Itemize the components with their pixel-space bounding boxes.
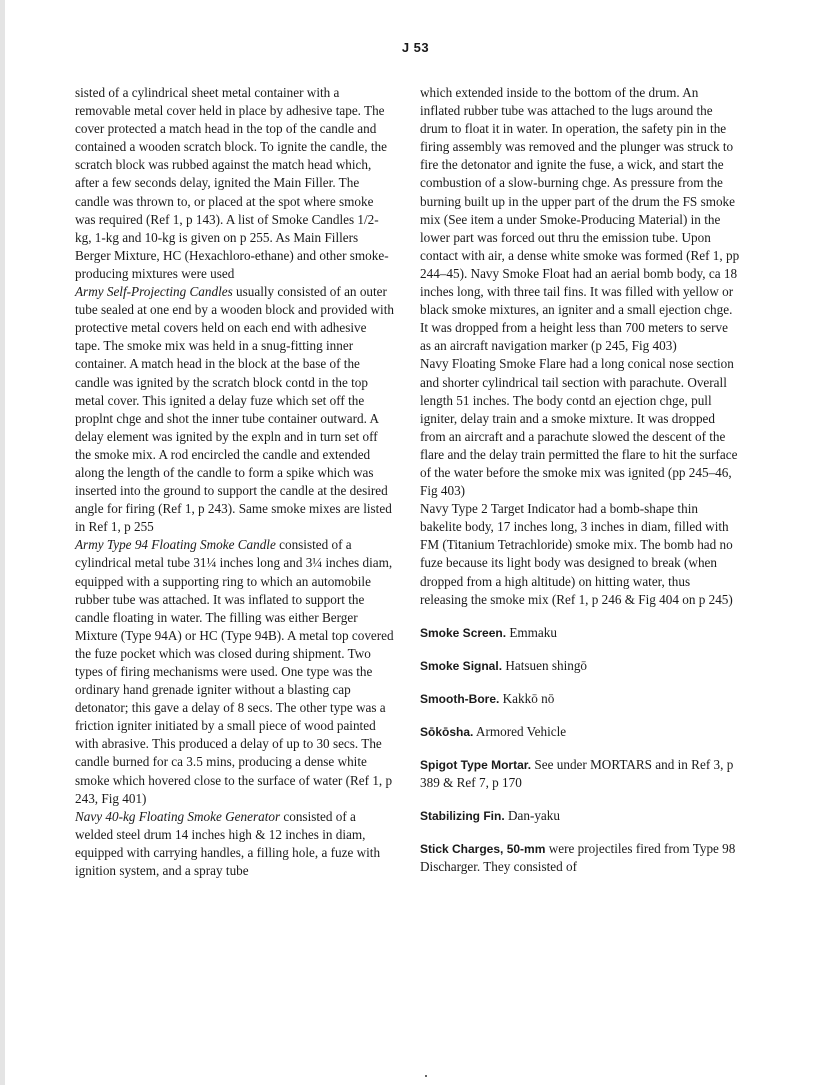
right-column [420,84,740,877]
entry-heading: Army Self-Projecting Candles [75,284,233,300]
entry-term: Smoke Screen. [420,625,507,640]
entry-term: Spigot Type Mortar. [420,758,532,773]
spacer [420,825,740,840]
entry-term: Sōkōsha. [420,725,474,739]
paragraph: Navy Floating Smoke Flare had a long conical nose section and shorter cylindrical tail section with parachute. Overall length 51 inches. The body contd an ejection chge, pull igniter, delay train and a smoke mixture. It was dropped from an aircraft and a parachute slowed the descent of the flare and the delay train permitted the flare to hit the surface of the water before the smoke mix was ignited (pp 245–46, Fig 403) [420,356,738,499]
glossary-entry [420,690,740,708]
spacer [420,642,740,657]
entry-definition: Kakkō nō [499,690,555,706]
paragraph: Navy Type 2 Target Indicator had a bomb-shape thin bakelite body, 17 inches long, 3 inches in diam, filled with FM (Titanium Tetrachloride) smoke mix. The bomb had no fuze because its light body was designed to break (when dropped from a high altitude) on hitting water, thus releasing the smoke mix (Ref 1, p 246 & Fig 404 on p 245) [420,501,733,607]
entry-body: consisted of a welded steel drum 14 inches high & 12 inches in diam, equipped with carrying handles, a filling hole, a fuze with ignition system, and a spray tube [75,808,381,879]
entry-heading: Army Type 94 Floating Smoke Candle [75,537,276,553]
glossary-entry [420,723,740,741]
glossary-entry [420,756,740,792]
entry-definition: See under MORTARS and in Ref 3, p 389 & Ref 7, p 170 [420,757,734,791]
spacer [420,792,740,807]
entry-definition: Armored Vehicle [473,724,567,739]
spacer [420,675,740,690]
entry-term: Stick Charges, 50-mm [420,842,546,857]
entry-definition: Dan-yaku [504,808,560,824]
entry-body: consisted of a cylindrical metal tube 31¼ inches long and 3¼ inches diam, equipped with a supporting ring to which an automobile rubber tube was attached. It was inflated to support the candle floating in water. The filling was either Berger Mixture (Type 94A) or HC (Type 94B). A metal top covered the fuze pocket which was closed during shipment. Two types of firing mechanisms were used. One type was the ordinary hand grenade igniter without a blasting cap detonator; this gave a delay of 8 secs. The other type was a friction igniter initiated by a small piece of wood painted with abrasive. This produced a delay of up to 30 secs. The candle burned for ca 3.5 mins, producing a dense white smoke which hovered close to the surface of water (Ref 1, p 243, Fig 401) [75,537,394,806]
entry-definition: Hatsuen shingō [502,657,588,673]
left-column [75,84,395,880]
page-number: J 53 [401,40,430,55]
scan-margin-shadow [0,0,5,1085]
paragraph [75,808,395,880]
spacer [420,708,740,723]
entry-term: Smooth-Bore. [420,691,500,706]
entry-definition: Emmaku [506,624,557,640]
paragraph [75,536,395,807]
paragraph [75,283,395,536]
spacer [420,609,740,624]
scan-speck [425,1075,427,1077]
glossary-entry [420,840,740,876]
entry-heading: Navy 40-kg Floating Smoke Generator [75,808,281,824]
entry-term: Smoke Signal. [420,658,503,673]
glossary-entry [420,624,740,642]
paragraph: which extended inside to the bottom of the drum. An inflated rubber tube was attached to the lugs around the drum to float it in water. In operation, the safety pin in the firing assembly was removed and the plunger was struck to fire the detonator and ignite the fuse, a wick, and start the combustion of a slow-burning chge. As pressure from the burning built up in the upper part of the drum the FS smoke mix (See item a under Smoke-Producing Material) in the lower part was forced out thru the emission tube. Upon contact with air, a dense white smoke was formed (Ref 1, pp 244–45). Navy Smoke Float had an aerial bomb body, ca 18 inches long, with three tail fins. It was filled with yellow or black smoke mixtures, an igniter and a small ejection chge. It was dropped from a height less than 700 meters to serve as an aircraft navigation marker (p 245, Fig 403) [420,85,740,354]
paragraph: sisted of a cylindrical sheet metal container with a removable metal cover held in place by adhesive tape. The cover protected a match head in the top of the candle and contained a wooden scratch block. To ignite the candle, the scratch block was rubbed against the match head which, after a few seconds delay, ignited the Main Filler. The candle was thrown to, or placed at the spot where smoke was required (Ref 1, p 143). A list of Smoke Candles 1/2-kg, 1-kg and 10-kg is given on p 255. As Main Fillers Berger Mixture, HC (Hexachloro-ethane) and other smoke-producing mixtures were used [75,85,389,281]
glossary-entry [420,807,740,825]
entry-body: usually consisted of an outer tube sealed at one end by a wooden block and provided with protective metal covers held on each end with adhesive tape. The smoke mix was held in a snug-fitting inner container. A match head in the block at the base of the candle was ignited by the scratch block contd in the top metal cover. This ignited a delay fuze which set off the proplnt chge and shot the inner tube container outward. A delay element was ignited by the expln and in turn set off the smoke mix. A rod encircled the candle and extended along the length of the candle to form a spike which was inserted into the ground to support the candle at the desired angle for firing (Ref 1, p 243). Same smoke mixes are listed in Ref 1, p 255 [75,284,394,535]
glossary-entry [420,657,740,675]
entry-term: Stabilizing Fin. [420,809,505,824]
entry-definition: were projectiles fired from Type 98 Discharger. They consisted of [420,841,736,875]
spacer [420,741,740,756]
